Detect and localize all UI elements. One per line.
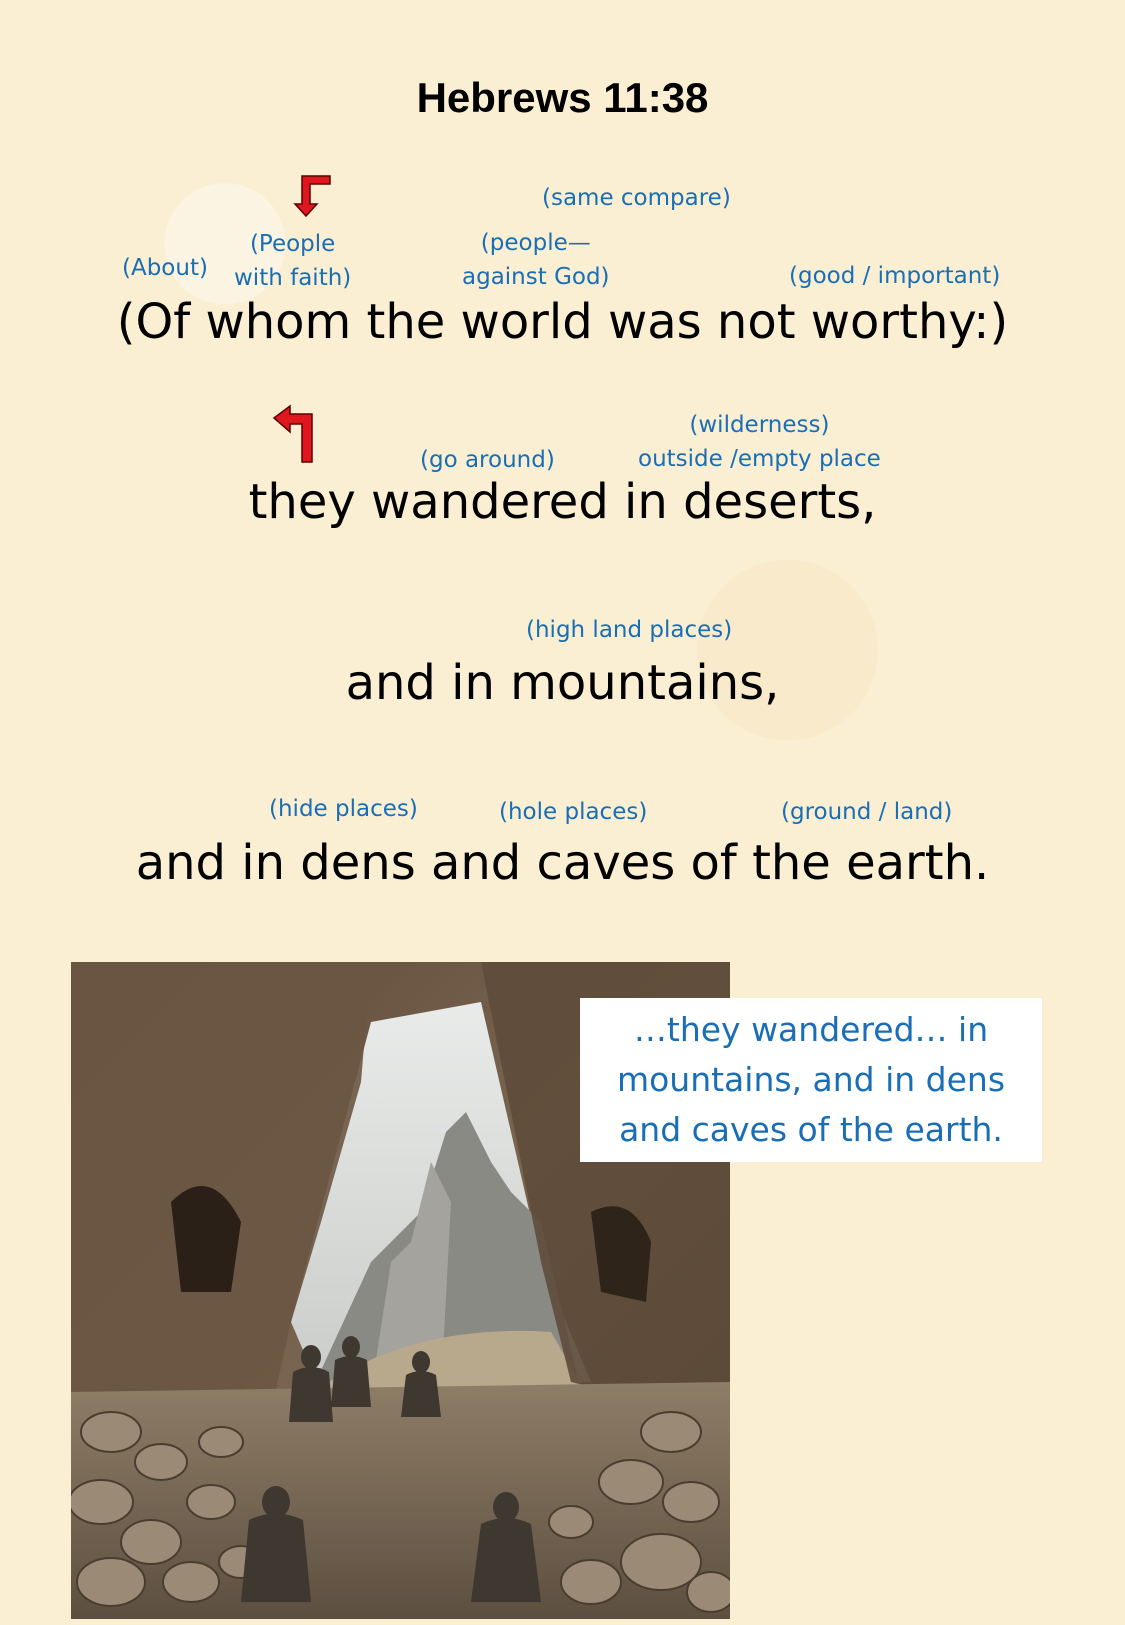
- gloss-people-against-line1: (people—: [480, 230, 591, 256]
- gloss-ground-land: (ground / land): [781, 799, 953, 825]
- page-title: Hebrews 11:38: [416, 74, 709, 121]
- gloss-same-compare: (same compare): [542, 185, 731, 211]
- gloss-people-faith-line1: (People: [249, 231, 336, 257]
- gloss-people-against: [462, 226, 610, 294]
- up-left-arrow-icon: [272, 404, 320, 464]
- gloss-people-against-line2: against God): [462, 264, 610, 290]
- gloss-hide-places: (hide places): [269, 796, 418, 822]
- gloss-about: (About): [122, 255, 208, 281]
- gloss-wilderness-line1: (wilderness): [689, 412, 830, 438]
- verse-line-1: (Of whom the world was not worthy:): [116, 294, 1009, 350]
- gloss-go-around: (go around): [420, 447, 555, 473]
- down-arrow-icon: [292, 174, 334, 218]
- gloss-wilderness: [638, 408, 881, 476]
- verse-line-3: and in mountains,: [345, 655, 780, 711]
- quote-text: …they wandered… in mountains, and in dens and caves of the earth.: [616, 1010, 1006, 1149]
- quote-box: [580, 998, 1042, 1162]
- gloss-wilderness-line2: outside /empty place: [638, 446, 881, 472]
- gloss-good-important: (good / important): [789, 263, 1001, 289]
- gloss-people-faith: [234, 227, 351, 295]
- gloss-high-land: (high land places): [526, 617, 733, 643]
- gloss-people-faith-line2: with faith): [234, 265, 352, 291]
- verse-line-2: they wandered in deserts,: [248, 474, 877, 530]
- verse-line-4: and in dens and caves of the earth.: [135, 835, 990, 891]
- gloss-hole-places: (hole places): [499, 799, 648, 825]
